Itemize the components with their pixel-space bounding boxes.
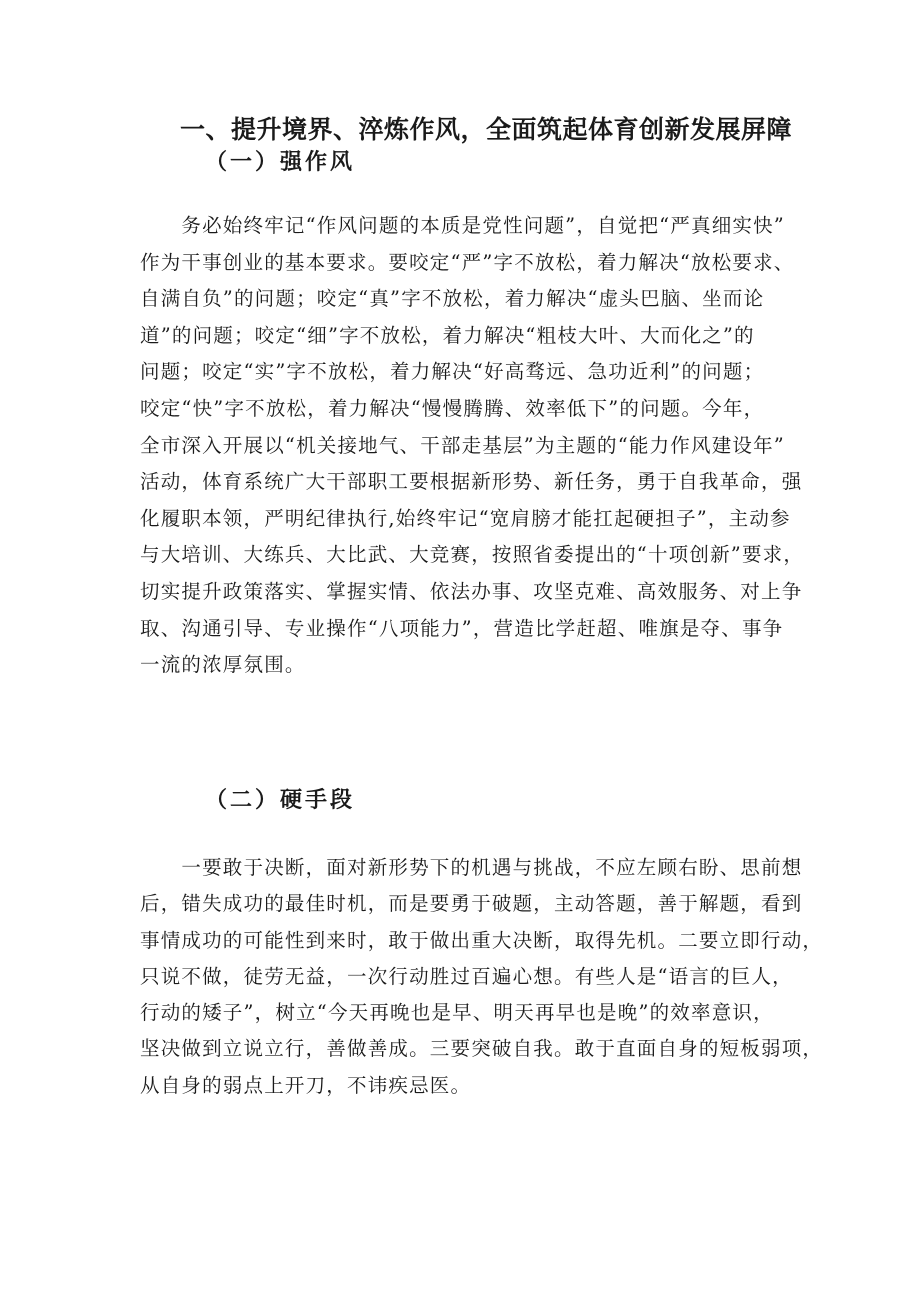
paragraph-line: 务必始终牢记“作风问题的本质是党性问题”，自觉把“严真细实快” [140,214,785,237]
paragraph-line: 作为干事创业的基本要求。要咬定“严”字不放松，着力解决“放松要求、 [140,250,795,274]
paragraph-line: 与大培训、大练兵、大比武、大竞赛，按照省委提出的“十项创新”要求， [140,543,805,567]
subsection-title-2: （二）硬手段 [205,787,356,813]
paragraph-hard-measures [140,850,824,1104]
paragraph-line: 道”的问题；咬定“细”字不放松，着力解决“粗枝大叶、大而化之”的 [140,323,755,347]
paragraph-line: 取、沟通引导、专业操作“八项能力”，营造比学赶超、唯旗是夺、事争 [140,616,784,640]
section-heading: 一、提升境界、淬炼作风，全面筑起体育创新发展屏障 [180,115,793,144]
paragraph-line: 一流的浓厚氛围。 [140,653,306,677]
paragraph-line: 全市深入开展以“机关接地气、干部走基层”为主题的“能力作风建设年” [140,433,785,457]
paragraph-line: 后，错失成功的最佳时机，而是要勇于破题，主动答题，善于解题，看到 [140,892,803,916]
paragraph-line: 问题；咬定“实”字不放松，着力解决“好高骛远、急功近利”的问题； [140,360,765,384]
paragraph-line: 事情成功的可能性到来时，敢于做出重大决断，取得先机。二要立即行动， [140,928,824,952]
paragraph-line: 化履职本领，严明纪律执行,始终牢记“宽肩膀才能扛起硬担子”，主动参 [140,506,791,530]
paragraph-line: 从自身的弱点上开刀，不讳疾忌医。 [140,1073,472,1097]
paragraph-line: 切实提升政策落实、掌握实情、依法办事、攻坚克难、高效服务、对上争 [140,579,803,603]
paragraph-line: 只说不做，徒劳无益，一次行动胜过百遍心想。有些人是“语言的巨人， [140,964,793,988]
paragraph-strong-style [140,208,805,684]
paragraph-line: 一要敢于决断，面对新形势下的机遇与挑战，不应左顾右盼、思前想 [140,856,803,879]
paragraph-line: 坚决做到立说立行，善做善成。三要突破自我。敢于直面自身的短板弱项， [140,1037,824,1061]
paragraph-line: 活动，体育系统广大干部职工要根据新形势、新任务，勇于自我革命，强 [140,470,803,494]
paragraph-line: 咬定“快”字不放松，着力解决“慢慢腾腾、效率低下”的问题。今年， [140,396,765,420]
paragraph-line: 自满自负”的问题；咬定“真”字不放松，着力解决“虚头巴脑、坐而论 [140,287,765,311]
paragraph-line: 行动的矮子”，树立“今天再晚也是早、明天再早也是晚”的效率意识， [140,1001,774,1025]
subsection-title-1: （一）强作风 [205,149,356,175]
